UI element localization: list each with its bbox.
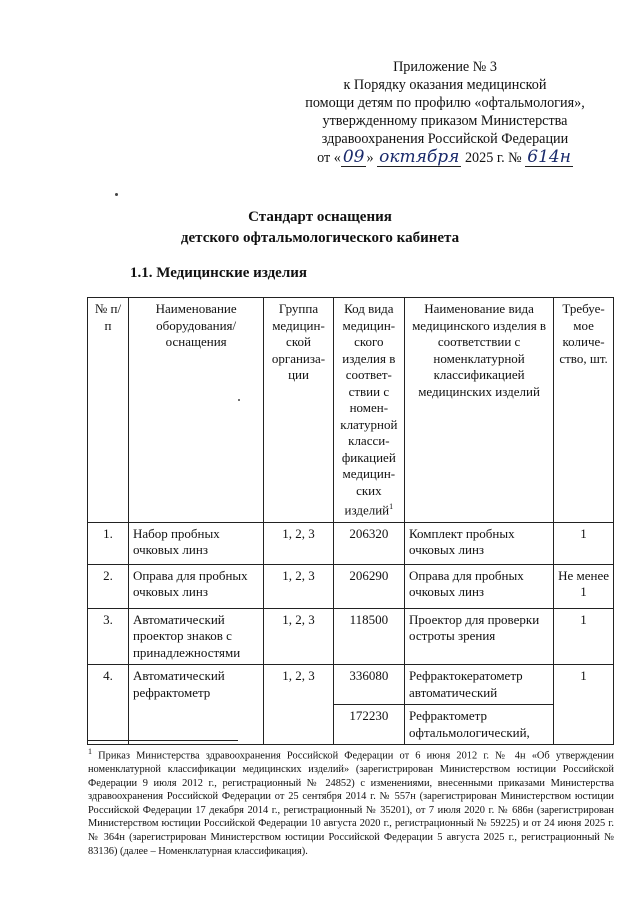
date-mid: » xyxy=(366,150,374,166)
cell-kind: Проектор для проверки остроты зрения xyxy=(405,608,554,665)
date-prefix: от « xyxy=(317,150,341,166)
appendix-line: здравоохранения Российской Федерации xyxy=(321,131,569,147)
cell-number: 4. xyxy=(88,665,129,745)
cell-code: 206290 xyxy=(333,564,404,608)
cell-group: 1, 2, 3 xyxy=(264,665,333,745)
cell-code: 118500 xyxy=(333,608,404,665)
footnote xyxy=(88,745,614,858)
equipment-table xyxy=(87,297,614,745)
header-quantity: Требуе-мое количе-ство, шт. xyxy=(554,298,614,523)
cell-group: 1, 2, 3 xyxy=(264,564,333,608)
cell-kind: Оправа для пробных очковых линз xyxy=(405,564,554,608)
appendix-block xyxy=(280,58,610,167)
cell-name: Автоматический рефрактометр xyxy=(128,665,263,745)
table-row xyxy=(88,522,614,564)
cell-quantity: 1 xyxy=(554,522,614,564)
cell-number: 3. xyxy=(88,608,129,665)
standard-title: Стандарт оснащения xyxy=(248,209,392,225)
cell-group: 1, 2, 3 xyxy=(264,522,333,564)
header-equipment-name: Наименование оборудования/ оснащения xyxy=(128,298,263,523)
cell-quantity: Не менее 1 xyxy=(554,564,614,608)
standard-subtitle: детского офтальмологического кабинета xyxy=(180,230,460,246)
header-device-code: Код вида медицин-ского изделия в соответ-ствии с номен-клатурной класси-фикацией медицин-ских изделий$^1$ xyxy=(333,298,404,523)
footnote-ref: 1 xyxy=(389,502,394,511)
cell-name: Оправа для пробных очковых линз xyxy=(128,564,263,608)
cell-code: 336080 xyxy=(333,665,404,705)
footnote-mark: 1 xyxy=(88,747,92,756)
header-device-kind: Наименование вида медицинского изделия в соответствии с номенклатурной классификацией медицинских изделий xyxy=(405,298,554,523)
table-row xyxy=(88,564,614,608)
appendix-line: утвержденному приказом Министерства xyxy=(322,113,568,129)
cell-name: Автоматический проектор знаков с принадлежностями xyxy=(128,608,263,665)
header-number: № п/п xyxy=(88,298,129,523)
scan-speck xyxy=(115,193,118,196)
appendix-line: помощи детям по профилю «офтальмология», xyxy=(305,95,585,111)
year-text: 2025 г. № xyxy=(464,150,522,166)
cell-name: Набор пробных очковых линз xyxy=(128,522,263,564)
cell-group: 1, 2, 3 xyxy=(264,608,333,665)
section-heading: 1.1. Медицинские изделия xyxy=(130,265,307,281)
cell-code: 206320 xyxy=(333,522,404,564)
cell-code: 172230 xyxy=(333,705,404,745)
table-header-row xyxy=(88,298,614,523)
cell-kind: Рефрактометр офтальмологический, xyxy=(405,705,554,745)
appendix-title: Приложение № 3 xyxy=(393,59,497,75)
order-date-line xyxy=(280,148,610,167)
cell-quantity: 1 xyxy=(554,608,614,665)
table-row xyxy=(88,665,614,705)
footnote-separator xyxy=(88,740,238,741)
table-row xyxy=(88,608,614,665)
appendix-line: к Порядку оказания медицинской xyxy=(343,77,547,93)
handwritten-day: 09 xyxy=(342,147,365,167)
cell-quantity: 1 xyxy=(554,665,614,745)
handwritten-month: октября xyxy=(379,147,460,167)
cell-number: 2. xyxy=(88,564,129,608)
footnote-text: Приказ Министерства здравоохранения Российской Федерации от 6 июня 2012 г. № 4н «Об утверждении номенклатурной классификации медицинских изделий» (зарегистрирован Министерством юстиции Российской Федерации 9 июля 2012 г., регистрационный № 24852) с изменениями, внесенными приказами Министерства здравоохранения Российской Федерации от 25 сентября 2014 г. № 557н (зарегистрирован Министерством юстиции Российской Федерации 17 декабря 2014 г., регистрационный № 35201), от 7 июля 2020 г. № 686н (зарегистрирован Министерством юстиции Российской Федерации 10 августа 2020 г., регистрационный № 59225) и от 24 июня 2025 г. № 364н (зарегистрирован Министерством юстиции Российской Федерации 5 августа 2025 г., регистрационный № 83136) (далее – Номенклатурная классификация). xyxy=(88,750,614,857)
cell-kind: Комплект пробных очковых линз xyxy=(405,522,554,564)
cell-kind: Рефрактокератометр автоматический xyxy=(405,665,554,705)
handwritten-number: 614н xyxy=(527,147,571,167)
header-organization-group: Группа медицин-ской организа-ции xyxy=(264,298,333,523)
cell-number: 1. xyxy=(88,522,129,564)
